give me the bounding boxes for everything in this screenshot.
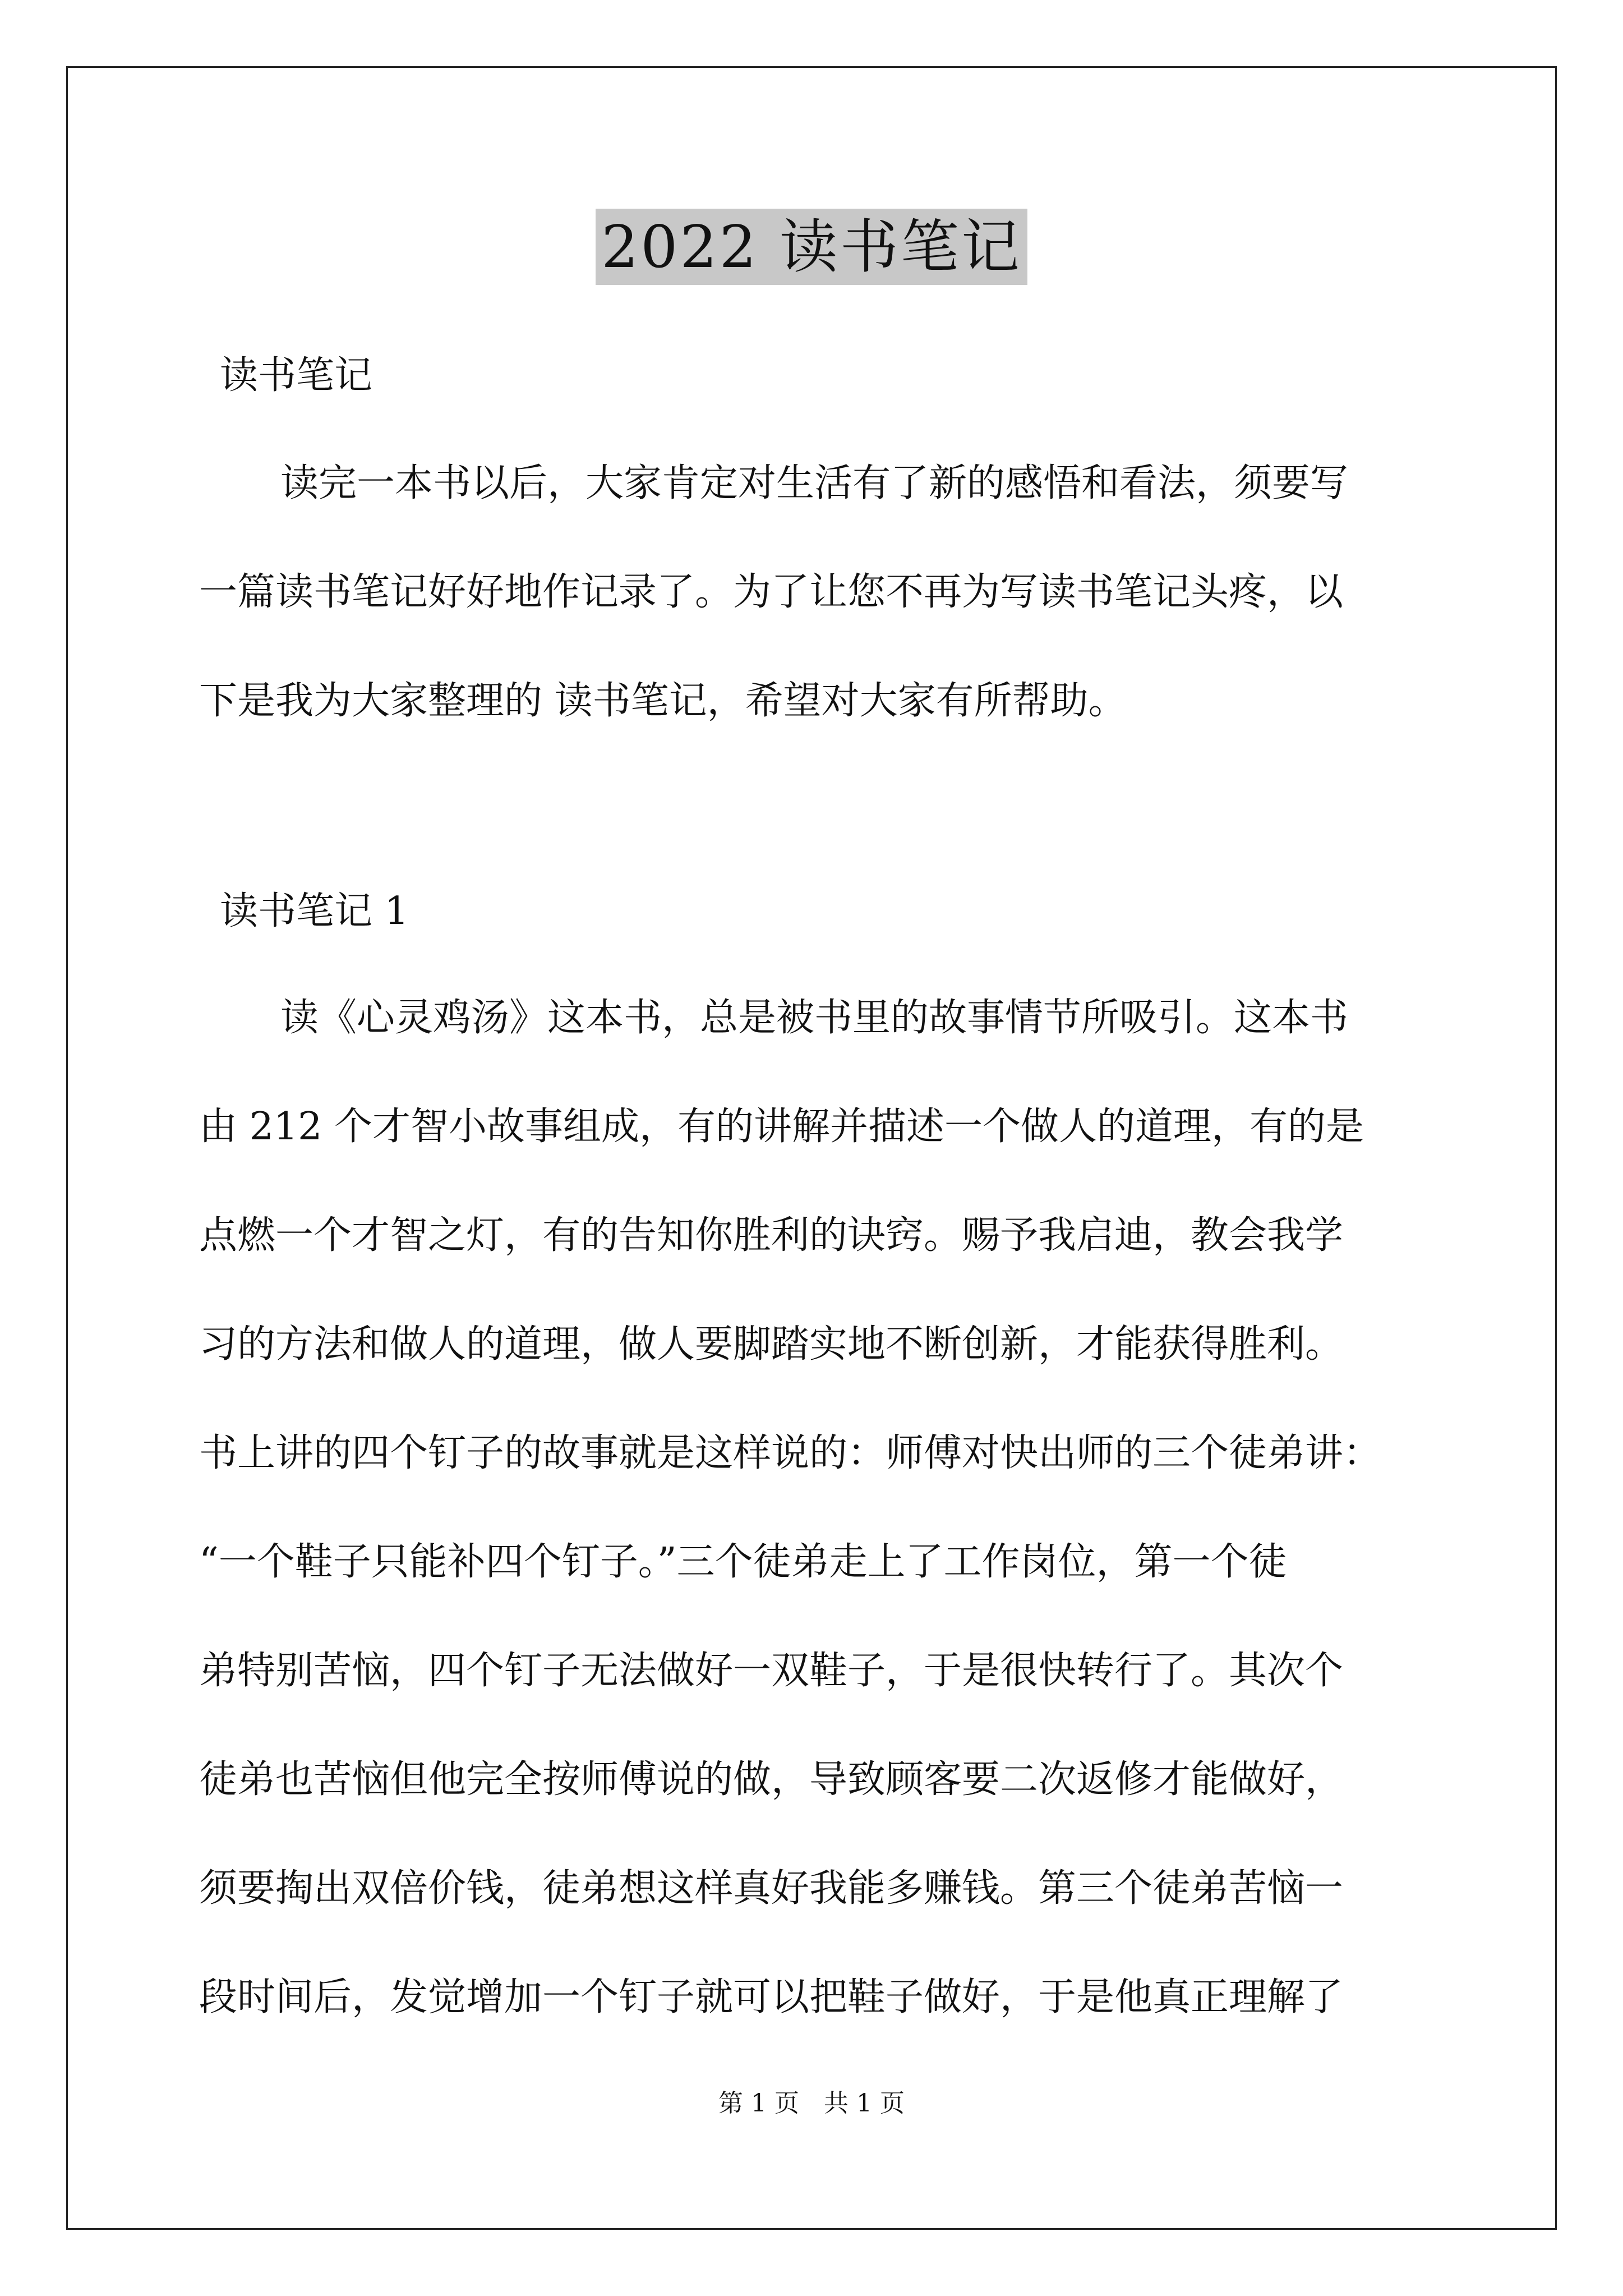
paragraph-line: “一个鞋子只能补四个钉子。”三个徒弟走上了工作岗位，第一个徒: [199, 1540, 1287, 1584]
paragraph-line: 习的方法和做人的道理，做人要脚踏实地不断创新，才能获得胜利。: [199, 1322, 1344, 1366]
document-title: 2022 读书笔记: [596, 209, 1027, 285]
paragraph-line: 徒弟也苦恼但他完全按师傅说的做，导致顾客要二次返修才能做好，: [199, 1757, 1344, 1802]
paragraph-line: 点燃一个才智之灯，有的告知你胜利的诀窍。赐予我启迪，教会我学: [199, 1213, 1344, 1258]
paragraph-line: 书上讲的四个钉子的故事就是这样说的：师傅对快出师的三个徒弟讲：: [199, 1431, 1382, 1475]
title-container: [0, 209, 1623, 285]
paragraph-line: 弟特别苦恼，四个钉子无法做好一双鞋子，于是很快转行了。其次个: [199, 1649, 1344, 1693]
paragraph-line: 读《心灵鸡汤》这本书，总是被书里的故事情节所吸引。这本书: [280, 996, 1349, 1040]
paragraph-line: 须要掏出双倍价钱，徒弟想这样真好我能多赚钱。第三个徒弟苦恼一: [199, 1866, 1344, 1911]
paragraph-line: 由 212 个才智小故事组成，有的讲解并描述一个做人的道理，有的是: [199, 1105, 1364, 1149]
paragraph-line: 段时间后，发觉增加一个钉子就可以把鞋子做好，于是他真正理解了: [199, 1975, 1344, 2019]
paragraph-line: 一篇读书笔记好好地作记录了。为了让您不再为写读书笔记头疼，以: [199, 570, 1344, 614]
section1-heading: 读书笔记 1: [220, 889, 409, 933]
paragraph-line: 下是我为大家整理的 读书笔记，希望对大家有所帮助。: [199, 679, 1127, 723]
intro-heading: 读书笔记: [220, 353, 373, 398]
page-footer: 第 1 页 共 1 页: [718, 2089, 905, 2118]
section1-paragraph: [199, 964, 1433, 2052]
intro-paragraph: [199, 429, 1433, 756]
paragraph-line: 读完一本书以后，大家肯定对生活有了新的感悟和看法，须要写: [280, 461, 1349, 505]
